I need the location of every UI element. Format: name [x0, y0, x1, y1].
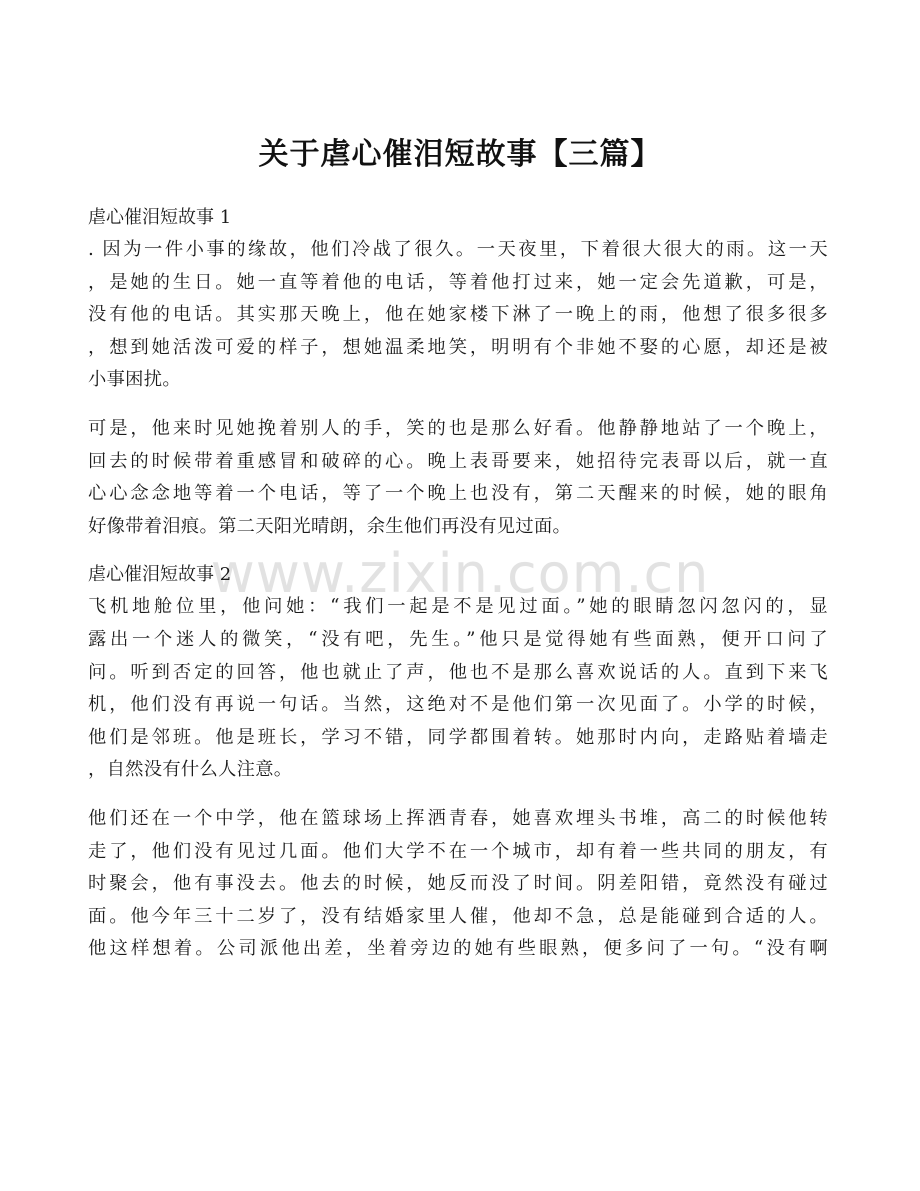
- text-line: 机，他们没有再说一句话。当然，这绝对不是他们第一次见面了。小学的时候，: [88, 694, 828, 716]
- text-line: 露出一个迷人的微笑，“没有吧，先生。”他只是觉得她有些面熟，便开口问了: [88, 628, 828, 650]
- text-line: 时聚会，他有事没去。他去的时候，她反而没了时间。阴差阳错，竟然没有碰过: [88, 873, 828, 895]
- watermark: www.zixin.com.cn: [210, 542, 710, 605]
- text-line: 走了，他们没有见过几面。他们大学不在一个城市，却有着一些共同的朋友，有: [88, 840, 828, 862]
- text-line: 他们还在一个中学，他在篮球场上挥洒青春，她喜欢埋头书堆，高二的时候他转: [88, 807, 828, 829]
- text-line: ，想到她活泼可爱的样子，想她温柔地笑，明明有个非她不娶的心愿，却还是被: [88, 336, 828, 358]
- story-2-heading: 虐心催泪短故事 2: [88, 564, 232, 586]
- story-2-paragraph-1: [88, 591, 828, 787]
- story-2-paragraph-2: [88, 803, 828, 966]
- text-line: 他这样想着。公司派他出差，坐着旁边的她有些眼熟，便多问了一句。“没有啊: [88, 938, 828, 960]
- paragraph-gap: [88, 397, 828, 413]
- story-1-paragraph-1: [88, 234, 828, 397]
- page-title: 关于虐心催泪短故事【三篇】: [258, 137, 662, 172]
- text-line: 他们是邻班。他是班长，学习不错，同学都围着转。她那时内向，走路贴着墙走: [88, 726, 828, 748]
- story-1-paragraph-2: [88, 413, 828, 543]
- text-line: 飞机地舱位里，他问她：“我们一起是不是见过面。”她的眼睛忽闪忽闪的，显: [88, 596, 828, 618]
- text-line: ，是她的生日。她一直等着他的电话，等着他打过来，她一定会先道歉，可是，: [88, 271, 828, 293]
- text-line: 回去的时候带着重感冒和破碎的心。晚上表哥要来，她招待完表哥以后，就一直: [88, 450, 828, 472]
- text-line: . 因为一件小事的缘故，他们冷战了很久。一天夜里，下着很大很大的雨。这一天: [88, 239, 828, 260]
- paragraph-gap: [88, 543, 828, 559]
- text-line: 问。听到否定的回答，他也就止了声，他也不是那么喜欢说话的人。直到下来飞: [88, 661, 828, 683]
- text-line: 心心念念地等着一个电话，等了一个晚上也没有，第二天醒来的时候，她的眼角: [88, 483, 828, 505]
- text-line: 面。他今年三十二岁了，没有结婚家里人催，他却不急，总是能碰到合适的人。: [88, 905, 828, 927]
- story-1-heading: 虐心催泪短故事 1: [88, 207, 232, 228]
- paragraph-gap: [88, 787, 828, 803]
- text-line: 好像带着泪痕。第二天阳光晴朗，余生他们再没有见过面。: [88, 515, 572, 537]
- text-line: 没有他的电话。其实那天晚上，他在她家楼下淋了一晚上的雨，他想了很多很多: [88, 304, 828, 326]
- text-line: 可是，他来时见她挽着别人的手，笑的也是那么好看。他静静地站了一个晚上，: [88, 417, 828, 439]
- text-line: ，自然没有什么人注意。: [88, 759, 293, 781]
- text-line: 小事困扰。: [88, 369, 181, 391]
- document-body: [88, 202, 828, 966]
